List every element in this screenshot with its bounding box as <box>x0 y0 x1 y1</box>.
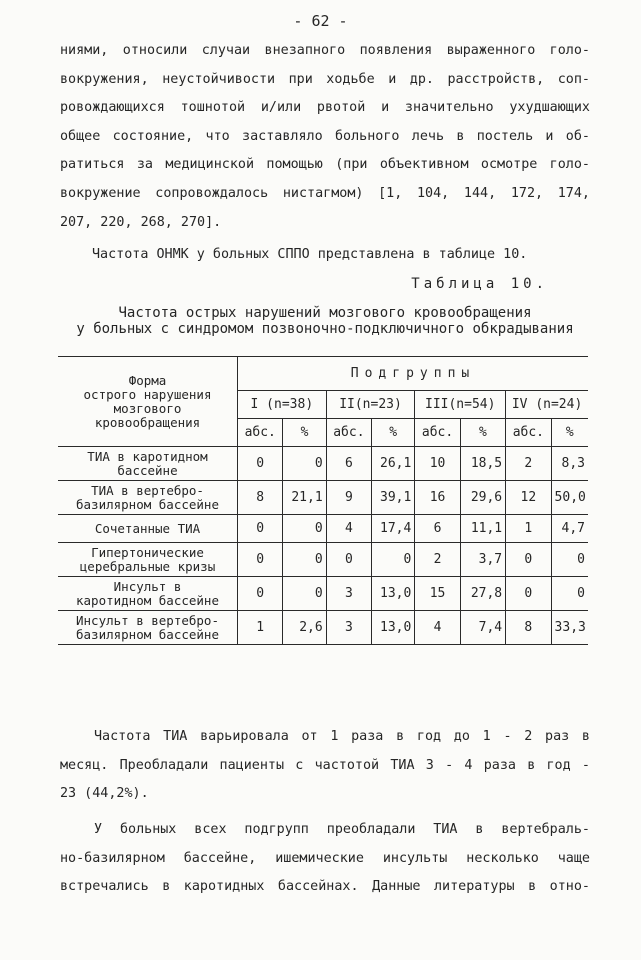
form-header <box>58 357 238 447</box>
row-label-line: Инсульт в <box>113 578 182 594</box>
abs-cell: 0 <box>506 543 551 577</box>
paragraph-2 <box>92 241 592 270</box>
row-label-line: Инсульт в вертебро- <box>76 612 219 628</box>
pct-cell: 0 <box>283 543 326 577</box>
abs-cell: 0 <box>238 515 283 543</box>
text-line: 23 (44,2%). <box>60 786 149 802</box>
row-label-line: Сочетанные ТИА <box>94 520 201 536</box>
row-label <box>58 515 238 543</box>
abs-cell: 2 <box>415 543 460 577</box>
pct-cell: 26,1 <box>372 447 415 481</box>
abs-cell: 12 <box>506 481 551 515</box>
abs-cell: 6 <box>415 515 460 543</box>
caption-line: Частота острых нарушений мозгового кровообращения <box>118 305 532 321</box>
group-header: III(n=54) <box>415 391 506 419</box>
paragraph-3 <box>60 723 590 809</box>
header-line: кровообращения <box>94 414 201 430</box>
paragraph-1 <box>60 37 590 237</box>
pct-cell: 21,1 <box>283 481 326 515</box>
subgroups-header: Подгруппы <box>238 357 588 391</box>
text-line: но-базилярном бассейне, ишемические инсульты несколько чаще <box>60 850 590 866</box>
row-label <box>58 611 238 645</box>
table-row <box>58 447 588 481</box>
abs-cell: 3 <box>326 577 371 611</box>
abs-header: абс. <box>238 419 283 447</box>
pct-cell: 4,7 <box>551 515 588 543</box>
pct-cell: 0 <box>551 543 588 577</box>
abs-cell: 3 <box>326 611 371 645</box>
abs-cell: 0 <box>506 577 551 611</box>
table-row <box>58 481 588 515</box>
pct-cell: 13,0 <box>372 611 415 645</box>
group-header: II(n=23) <box>326 391 415 419</box>
text-line: Частота ОНМК у больных СППО представлена в таблице 10. <box>92 247 528 262</box>
pct-header: % <box>372 419 415 447</box>
pct-cell: 50,0 <box>551 481 588 515</box>
abs-cell: 10 <box>415 447 460 481</box>
abs-cell: 0 <box>238 577 283 611</box>
row-label <box>58 481 238 515</box>
abs-cell: 4 <box>415 611 460 645</box>
caption-line: у больных с синдромом позвоночно-подключичного обкрадывания <box>76 321 574 337</box>
abs-cell: 1 <box>506 515 551 543</box>
pct-cell: 17,4 <box>372 515 415 543</box>
frequency-table <box>58 356 588 645</box>
abs-cell: 15 <box>415 577 460 611</box>
text-line: общее состояние, что заставляло больного лечь в постель и об- <box>60 128 590 144</box>
row-label-line: бассейне <box>117 462 178 478</box>
text-line: ниями, относили случаи внезапного появления выраженного голо- <box>60 43 590 58</box>
pct-cell: 7,4 <box>460 611 505 645</box>
table-number-label: Таблица 10. <box>411 276 548 292</box>
abs-cell: 8 <box>238 481 283 515</box>
table-row <box>58 515 588 543</box>
pct-cell: 18,5 <box>460 447 505 481</box>
header-line: мозгового <box>113 400 182 416</box>
text-line: ровождающихся тошнотой и/или рвотой и значительно ухудшающих <box>60 100 590 116</box>
row-label-line: церебральные кризы <box>79 558 216 574</box>
row-label-line: базилярном бассейне <box>76 626 219 642</box>
pct-cell: 3,7 <box>460 543 505 577</box>
pct-header: % <box>551 419 588 447</box>
group-header: IV (n=24) <box>506 391 588 419</box>
abs-cell: 0 <box>326 543 371 577</box>
abs-cell: 0 <box>238 447 283 481</box>
row-label-line: каротидном бассейне <box>76 592 219 608</box>
row-label <box>58 447 238 481</box>
table-row <box>58 611 588 645</box>
text-line: месяц. Преобладали пациенты с частотой ТИА 3 - 4 раза в год - <box>60 757 590 773</box>
abs-cell: 16 <box>415 481 460 515</box>
abs-header: абс. <box>415 419 460 447</box>
row-label-line: ТИА в вертебро- <box>91 482 204 498</box>
pct-cell: 2,6 <box>283 611 326 645</box>
group-header: I (n=38) <box>238 391 327 419</box>
pct-cell: 29,6 <box>460 481 505 515</box>
pct-cell: 33,3 <box>551 611 588 645</box>
abs-cell: 6 <box>326 447 371 481</box>
pct-cell: 13,0 <box>372 577 415 611</box>
abs-cell: 0 <box>238 543 283 577</box>
text-line: вокружение сопровождалось нистагмом) [1, 104, 144, 172, 174, <box>60 185 590 201</box>
paragraph-4 <box>60 816 590 902</box>
pct-cell: 39,1 <box>372 481 415 515</box>
header-line: Форма <box>128 372 167 388</box>
abs-cell: 1 <box>238 611 283 645</box>
abs-cell: 8 <box>506 611 551 645</box>
abs-header: абс. <box>506 419 551 447</box>
pct-cell: 0 <box>283 447 326 481</box>
pct-cell: 11,1 <box>460 515 505 543</box>
table-caption <box>40 305 610 337</box>
pct-cell: 0 <box>283 577 326 611</box>
text-line: 207, 220, 268, 270]. <box>60 214 222 230</box>
text-line: ратиться за медицинской помощью (при объективном осмотре голо- <box>60 157 590 173</box>
text-line: вокружения, неустойчивости при ходьбе и др. расстройств, соп- <box>60 71 590 87</box>
pct-cell: 0 <box>551 577 588 611</box>
row-label <box>58 577 238 611</box>
abs-cell: 4 <box>326 515 371 543</box>
abs-header: абс. <box>326 419 371 447</box>
row-label-line: ТИА в каротидном <box>87 448 208 464</box>
text-line: У больных всех подгрупп преобладали ТИА в вертебраль- <box>94 822 590 837</box>
row-label-line: Гипертонические <box>91 544 204 560</box>
table-row <box>58 543 588 577</box>
row-label-line: базилярном бассейне <box>76 496 219 512</box>
pct-header: % <box>283 419 326 447</box>
pct-cell: 27,8 <box>460 577 505 611</box>
row-label <box>58 543 238 577</box>
pct-cell: 8,3 <box>551 447 588 481</box>
pct-cell: 0 <box>283 515 326 543</box>
page-number: - 62 - <box>293 12 348 30</box>
text-line: встречались в каротидных бассейнах. Данные литературы в отно- <box>60 879 590 895</box>
header-line: острого нарушения <box>83 386 212 402</box>
pct-header: % <box>460 419 505 447</box>
table-row <box>58 577 588 611</box>
abs-cell: 2 <box>506 447 551 481</box>
pct-cell: 0 <box>372 543 415 577</box>
text-line: Частота ТИА варьировала от 1 раза в год до 1 - 2 раз в <box>94 729 590 744</box>
abs-cell: 9 <box>326 481 371 515</box>
